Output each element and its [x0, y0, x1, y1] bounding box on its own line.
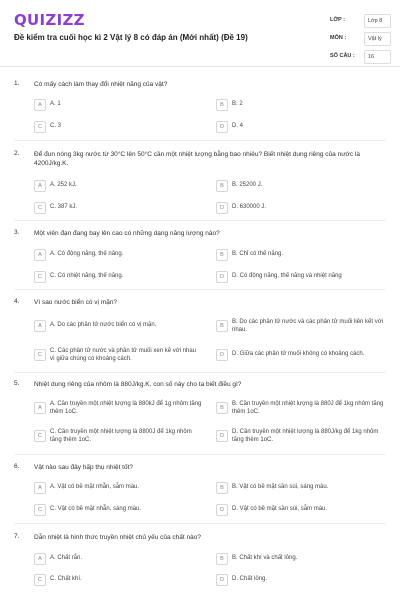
option-text: D. Vật có bề mặt sần sùi, sẫm màu.	[232, 506, 328, 512]
option-a[interactable]	[34, 480, 204, 496]
option-letter: A	[34, 99, 46, 111]
meta-grade-value: Lớp 8	[364, 14, 391, 28]
option-a[interactable]	[34, 318, 204, 334]
option-letter: C	[34, 430, 46, 442]
option-a[interactable]	[34, 551, 204, 567]
option-text: B. 2	[232, 101, 243, 107]
option-letter: A	[34, 402, 46, 414]
option-text: B. Chất khí và chất lỏng.	[232, 555, 298, 561]
option-letter: C	[34, 202, 46, 214]
option-letter: B	[216, 249, 228, 261]
option-text: B. 25200 J.	[232, 182, 263, 188]
option-text: C. 3	[50, 123, 62, 129]
option-text: C. Vật có bề mặt nhẵn, sáng màu.	[50, 506, 142, 512]
option-b[interactable]	[216, 551, 386, 567]
option-text: C. Cần truyền một nhiệt lượng là 8800J để 1kg nhôm tăng thêm 1oC.	[50, 429, 192, 443]
option-b[interactable]	[216, 400, 386, 416]
option-c[interactable]	[34, 200, 204, 216]
option-d[interactable]	[216, 347, 386, 363]
option-letter: B	[216, 320, 228, 332]
option-letter: A	[34, 482, 46, 494]
option-d[interactable]	[216, 428, 386, 444]
meta-grade	[330, 14, 390, 32]
meta-subject-value: Vật lý	[364, 32, 391, 46]
question-number: 3.	[14, 229, 20, 236]
quizizz-logo: QUIZIZZ	[14, 11, 85, 29]
option-a[interactable]	[34, 178, 204, 194]
option-a[interactable]	[34, 247, 204, 263]
question-divider	[14, 289, 386, 290]
option-letter: D	[216, 271, 228, 283]
option-b[interactable]	[216, 318, 386, 334]
option-letter: B	[216, 402, 228, 414]
option-letter: C	[34, 504, 46, 516]
meta-count-value: 16	[364, 50, 391, 64]
option-c[interactable]	[34, 502, 204, 518]
option-letter: B	[216, 482, 228, 494]
question-text: Để đun nóng 3kg nước từ 30°C lên 50°C cần một nhiệt lượng bằng bao nhiêu? Biết nhiệt dung riêng của nước là 4200J/kg.K.	[34, 151, 360, 167]
question-number: 6.	[14, 463, 20, 470]
option-d[interactable]	[216, 502, 386, 518]
option-text: D. Giữa các phân tử muối không có khoảng cách.	[232, 351, 365, 357]
option-d[interactable]	[216, 200, 386, 216]
question-text: Có mấy cách làm thay đổi nhiệt năng của vật?	[34, 81, 168, 88]
option-text: D. Cần truyền một nhiệt lượng là 880J/kg để 1kg nhôm tăng thêm 1oC.	[232, 429, 379, 443]
question-text: Vật nào sau đây hấp thụ nhiệt tốt?	[34, 464, 134, 471]
question-number: 4.	[14, 298, 20, 305]
option-text: B. Cần truyền một nhiệt lượng là 880J để 1kg nhôm tăng thêm 1oC.	[232, 401, 384, 415]
option-d[interactable]	[216, 119, 386, 135]
option-b[interactable]	[216, 247, 386, 263]
option-text: D. 630000 J.	[232, 204, 267, 210]
option-text: D. 4	[232, 123, 244, 129]
option-c[interactable]	[34, 119, 204, 135]
option-a[interactable]	[34, 97, 204, 113]
option-b[interactable]	[216, 480, 386, 496]
option-letter: D	[216, 349, 228, 361]
option-text: A. 252 kJ.	[50, 182, 77, 188]
option-letter: C	[34, 121, 46, 133]
option-text: B. Do các phân tử nước và các phân tử muối liên kết với nhau.	[232, 319, 383, 333]
option-letter: D	[216, 202, 228, 214]
option-letter: A	[34, 249, 46, 261]
question-number: 1.	[14, 80, 20, 87]
option-text: D. Có động năng, thế năng và nhiệt năng	[232, 273, 342, 279]
question-divider	[14, 454, 386, 455]
header-divider	[0, 66, 400, 67]
meta-subject-label: MÔN :	[330, 35, 347, 41]
option-letter: B	[216, 99, 228, 111]
option-b[interactable]	[216, 97, 386, 113]
option-a[interactable]	[34, 400, 204, 416]
option-text: A. Do các phân tử nước biển có vị mặn.	[50, 322, 157, 328]
question-text: Dẫn nhiệt là hình thức truyền nhiệt chủ yếu của chất nào?	[34, 534, 201, 541]
option-text: D. Chất lỏng.	[232, 576, 268, 582]
option-d[interactable]	[216, 572, 386, 588]
option-c[interactable]	[34, 269, 204, 285]
option-c[interactable]	[34, 347, 204, 363]
option-letter: D	[216, 574, 228, 586]
option-letter: B	[216, 553, 228, 565]
option-text: C. 387 kJ.	[50, 204, 78, 210]
question-number: 5.	[14, 380, 20, 387]
question-text: Vì sao nước biển có vị mặn?	[34, 299, 118, 306]
option-c[interactable]	[34, 572, 204, 588]
worksheet-header	[0, 0, 400, 70]
question-divider	[14, 523, 386, 524]
meta-subject	[330, 32, 390, 50]
question-number: 2.	[14, 150, 20, 157]
option-text: A. Cần truyền một nhiệt lượng là 880kJ để 1g nhôm tăng thêm 1oC.	[50, 401, 202, 415]
option-text: B. Chỉ có thế năng.	[232, 251, 284, 257]
option-text: A. Có động năng, thế năng.	[50, 251, 124, 257]
option-text: B. Vật có bề mặt sần sùi, sáng màu.	[232, 484, 329, 490]
option-letter: D	[216, 504, 228, 516]
worksheet-title: Đề kiểm tra cuối học kì 2 Vật lý 8 có đáp án (Mới nhất) (Đề 19)	[14, 33, 248, 42]
option-letter: D	[216, 430, 228, 442]
option-letter: D	[216, 121, 228, 133]
option-b[interactable]	[216, 178, 386, 194]
option-text: C. Các phân tử nước và phân tử muối xen kẽ với nhau vì giữa chúng có khoảng cách.	[50, 348, 196, 362]
option-letter: C	[34, 574, 46, 586]
meta-count-label: SỐ CÂU :	[330, 53, 355, 59]
option-text: A. Vật có bề mặt nhẵn, sẫm màu.	[50, 484, 140, 490]
worksheet-meta	[330, 14, 390, 68]
question-divider	[14, 220, 386, 221]
option-letter: C	[34, 349, 46, 361]
option-letter: A	[34, 180, 46, 192]
option-letter: B	[216, 180, 228, 192]
meta-grade-label: LỚP :	[330, 17, 345, 23]
question-divider	[14, 372, 386, 373]
option-text: C. Chất khí.	[50, 576, 82, 582]
question-number: 7.	[14, 533, 20, 540]
option-text: A. 1	[50, 101, 61, 107]
option-c[interactable]	[34, 428, 204, 444]
option-letter: C	[34, 271, 46, 283]
option-letter: A	[34, 320, 46, 332]
question-divider	[14, 140, 386, 141]
option-text: C. Có nhiệt năng, thế năng.	[50, 273, 124, 279]
option-letter: A	[34, 553, 46, 565]
option-d[interactable]	[216, 269, 386, 285]
option-text: A. Chất rắn.	[50, 555, 83, 561]
question-text: Nhiệt dung riêng của nhôm là 880J/kg.K, con số này cho ta biết điều gì?	[34, 381, 242, 388]
question-text: Một viên đạn đang bay lên cao có những dạng năng lượng nào?	[34, 230, 220, 237]
